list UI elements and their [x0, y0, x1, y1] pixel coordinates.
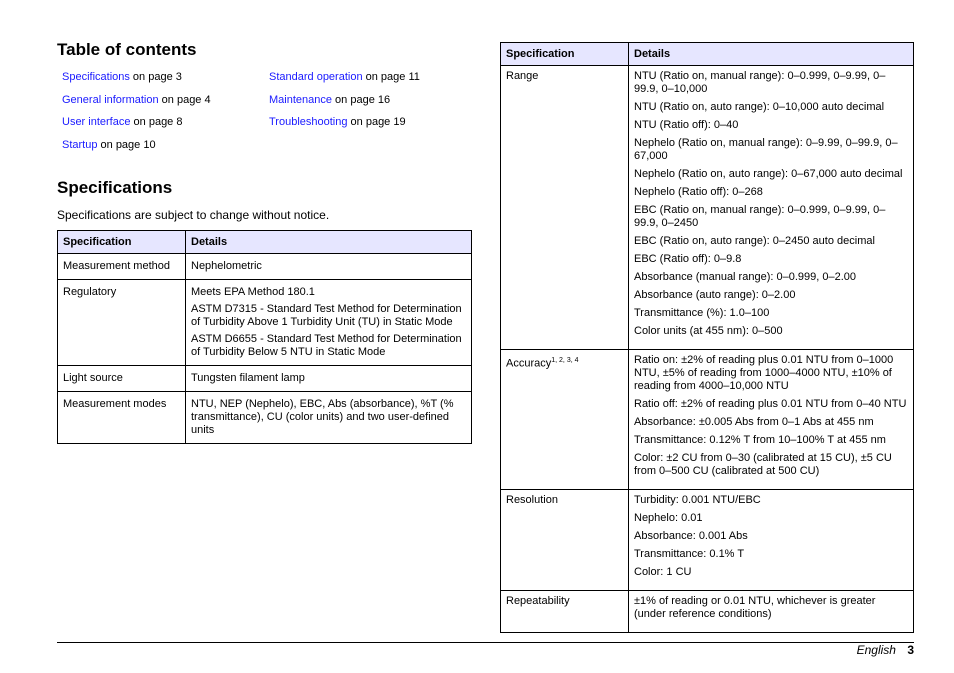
spec-name: Measurement modes — [63, 398, 167, 410]
spec-name-cell — [501, 66, 629, 350]
spec-details-cell — [629, 490, 914, 591]
spec-row — [501, 66, 914, 350]
spec-details-cell — [186, 280, 472, 366]
spec-detail-line: Ratio on: ±2% of reading plus 0.01 NTU from 0–1000 NTU, ±5% of reading from 1000–4000 NTU, ±10% of reading from 4000–10,000 NTU — [634, 354, 894, 392]
spec-details-cell — [629, 350, 914, 490]
spec-detail-line: Transmittance (%): 1.0–100 — [634, 307, 770, 319]
spec-detail-line: EBC (Ratio off): 0–9.8 — [634, 253, 742, 265]
spec-detail-line: Tungsten filament lamp — [191, 372, 305, 384]
footer-language: English — [856, 643, 896, 657]
spec-name: Measurement method — [63, 260, 170, 272]
page-number: 3 — [907, 643, 914, 657]
toc-list — [57, 70, 472, 160]
toc-item — [269, 115, 477, 138]
spec-name: Resolution — [506, 494, 558, 506]
spec-name: Range — [506, 70, 539, 82]
toc-item — [62, 138, 269, 161]
toc-title: Table of contents — [57, 40, 197, 59]
spec-row — [501, 591, 914, 633]
footnote-refs: 1, 2, 3, 4 — [551, 357, 579, 364]
spec-detail-line: NTU, NEP (Nephelo), EBC, Abs (absorbance), %T (% transmittance), CU (color units) and two user-defined units — [191, 398, 454, 436]
spec-name-cell — [58, 280, 186, 366]
toc-link[interactable]: Specifications — [62, 71, 130, 83]
toc-page-ref: on page 3 — [129, 71, 182, 83]
spec-name-cell — [58, 366, 186, 392]
toc-link[interactable]: Standard operation — [269, 71, 363, 83]
spec-name: Accuracy — [506, 357, 552, 370]
spec-detail-line: Transmittance: 0.1% T — [634, 548, 745, 560]
toc-link[interactable]: User interface — [62, 116, 131, 128]
spec-row — [58, 280, 472, 366]
toc-page-ref: on page 10 — [97, 138, 156, 151]
spec-detail-line: Ratio off: ±2% of reading plus 0.01 NTU from 0–40 NTU — [634, 398, 907, 410]
spec-detail-line: Absorbance: 0.001 Abs — [634, 530, 748, 542]
right-column — [500, 42, 914, 633]
spec-name-cell — [58, 392, 186, 444]
toc-item — [269, 70, 477, 93]
spec-detail-line: Color: 1 CU — [634, 566, 692, 578]
spec-detail-line: Absorbance (manual range): 0–0.999, 0–2.00 — [634, 271, 856, 283]
toc-item — [62, 115, 269, 138]
spec-detail-line: EBC (Ratio on, manual range): 0–0.999, 0–9.99, 0–99.9, 0–2450 — [634, 204, 886, 229]
toc-page-ref: on page 4 — [158, 93, 211, 106]
spec-row — [501, 490, 914, 591]
spec-detail-line: Nephelo: 0.01 — [634, 512, 703, 524]
toc-link[interactable]: Maintenance — [269, 93, 332, 106]
toc-page-ref: on page 8 — [130, 116, 183, 128]
toc-item — [269, 93, 477, 116]
spec-name-cell — [58, 254, 186, 280]
toc-page-ref: on page 19 — [347, 116, 406, 128]
spec-detail-line: NTU (Ratio on, auto range): 0–10,000 auto decimal — [634, 101, 885, 113]
spec-name-cell — [501, 350, 629, 490]
spec-detail-line: Meets EPA Method 180.1 — [191, 286, 315, 298]
spec-row — [58, 392, 472, 444]
spec-detail-line: Absorbance (auto range): 0–2.00 — [634, 289, 796, 301]
spec-name: Regulatory — [63, 286, 117, 298]
spec-name: Repeatability — [506, 595, 570, 607]
spec-details-cell — [186, 254, 472, 280]
toc-page-ref: on page 11 — [362, 71, 420, 83]
spec-details-cell — [186, 366, 472, 392]
spec-detail-line: Color units (at 455 nm): 0–500 — [634, 325, 783, 337]
toc-link[interactable]: Startup — [62, 138, 98, 151]
specifications-title: Specifications — [57, 178, 173, 197]
spec-detail-line: NTU (Ratio on, manual range): 0–0.999, 0–9.99, 0–99.9, 0–10,000 — [634, 70, 886, 95]
spec-detail-line: Color: ±2 CU from 0–30 (calibrated at 15 CU), ±5 CU from 0–500 CU (calibrated at 500 CU) — [634, 452, 892, 477]
spec-detail-line: ±1% of reading or 0.01 NTU, whichever is greater (under reference conditions) — [634, 595, 876, 620]
header-details: Details — [186, 231, 472, 254]
header-details: Details — [629, 43, 914, 66]
footer — [857, 643, 914, 657]
toc-link[interactable]: General information — [62, 93, 159, 106]
specifications-intro: Specifications are subject to change without notice. — [57, 208, 330, 222]
spec-details-cell — [629, 591, 914, 633]
toc-item — [62, 70, 269, 93]
spec-detail-line: Transmittance: 0.12% T from 10–100% T at 455 nm — [634, 434, 886, 446]
spec-detail-line: Nephelo (Ratio on, auto range): 0–67,000 auto decimal — [634, 168, 903, 180]
toc-page-ref: on page 16 — [332, 93, 391, 106]
spec-detail-line: Nephelometric — [191, 260, 262, 272]
spec-row — [58, 366, 472, 392]
spec-detail-line: ASTM D6655 - Standard Test Method for Determination of Turbidity Below 5 NTU in Static Mode — [191, 333, 462, 358]
toc-item — [62, 93, 269, 116]
spec-detail-line: ASTM D7315 - Standard Test Method for Determination of Turbidity Above 1 Turbidity Unit (TU) in Static Mode — [191, 303, 462, 328]
spec-detail-line: EBC (Ratio on, auto range): 0–2450 auto decimal — [634, 235, 875, 247]
header-specification: Specification — [58, 231, 186, 254]
spec-table-left — [57, 230, 472, 444]
spec-row — [58, 254, 472, 280]
footer-rule — [57, 642, 914, 643]
left-column — [57, 38, 472, 444]
header-specification: Specification — [501, 43, 629, 66]
toc-link[interactable]: Troubleshooting — [269, 116, 348, 128]
spec-table-right — [500, 42, 914, 633]
spec-detail-line: Turbidity: 0.001 NTU/EBC — [634, 494, 761, 506]
spec-detail-line: Nephelo (Ratio on, manual range): 0–9.99, 0–99.9, 0–67,000 — [634, 137, 898, 162]
spec-detail-line: Absorbance: ±0.005 Abs from 0–1 Abs at 455 nm — [634, 416, 874, 428]
spec-detail-line: NTU (Ratio off): 0–40 — [634, 119, 739, 131]
spec-name-cell — [501, 490, 629, 591]
spec-details-cell — [629, 66, 914, 350]
spec-name: Light source — [63, 372, 123, 384]
spec-name-cell — [501, 591, 629, 633]
spec-detail-line: Nephelo (Ratio off): 0–268 — [634, 186, 763, 198]
spec-row — [501, 350, 914, 490]
spec-details-cell — [186, 392, 472, 444]
